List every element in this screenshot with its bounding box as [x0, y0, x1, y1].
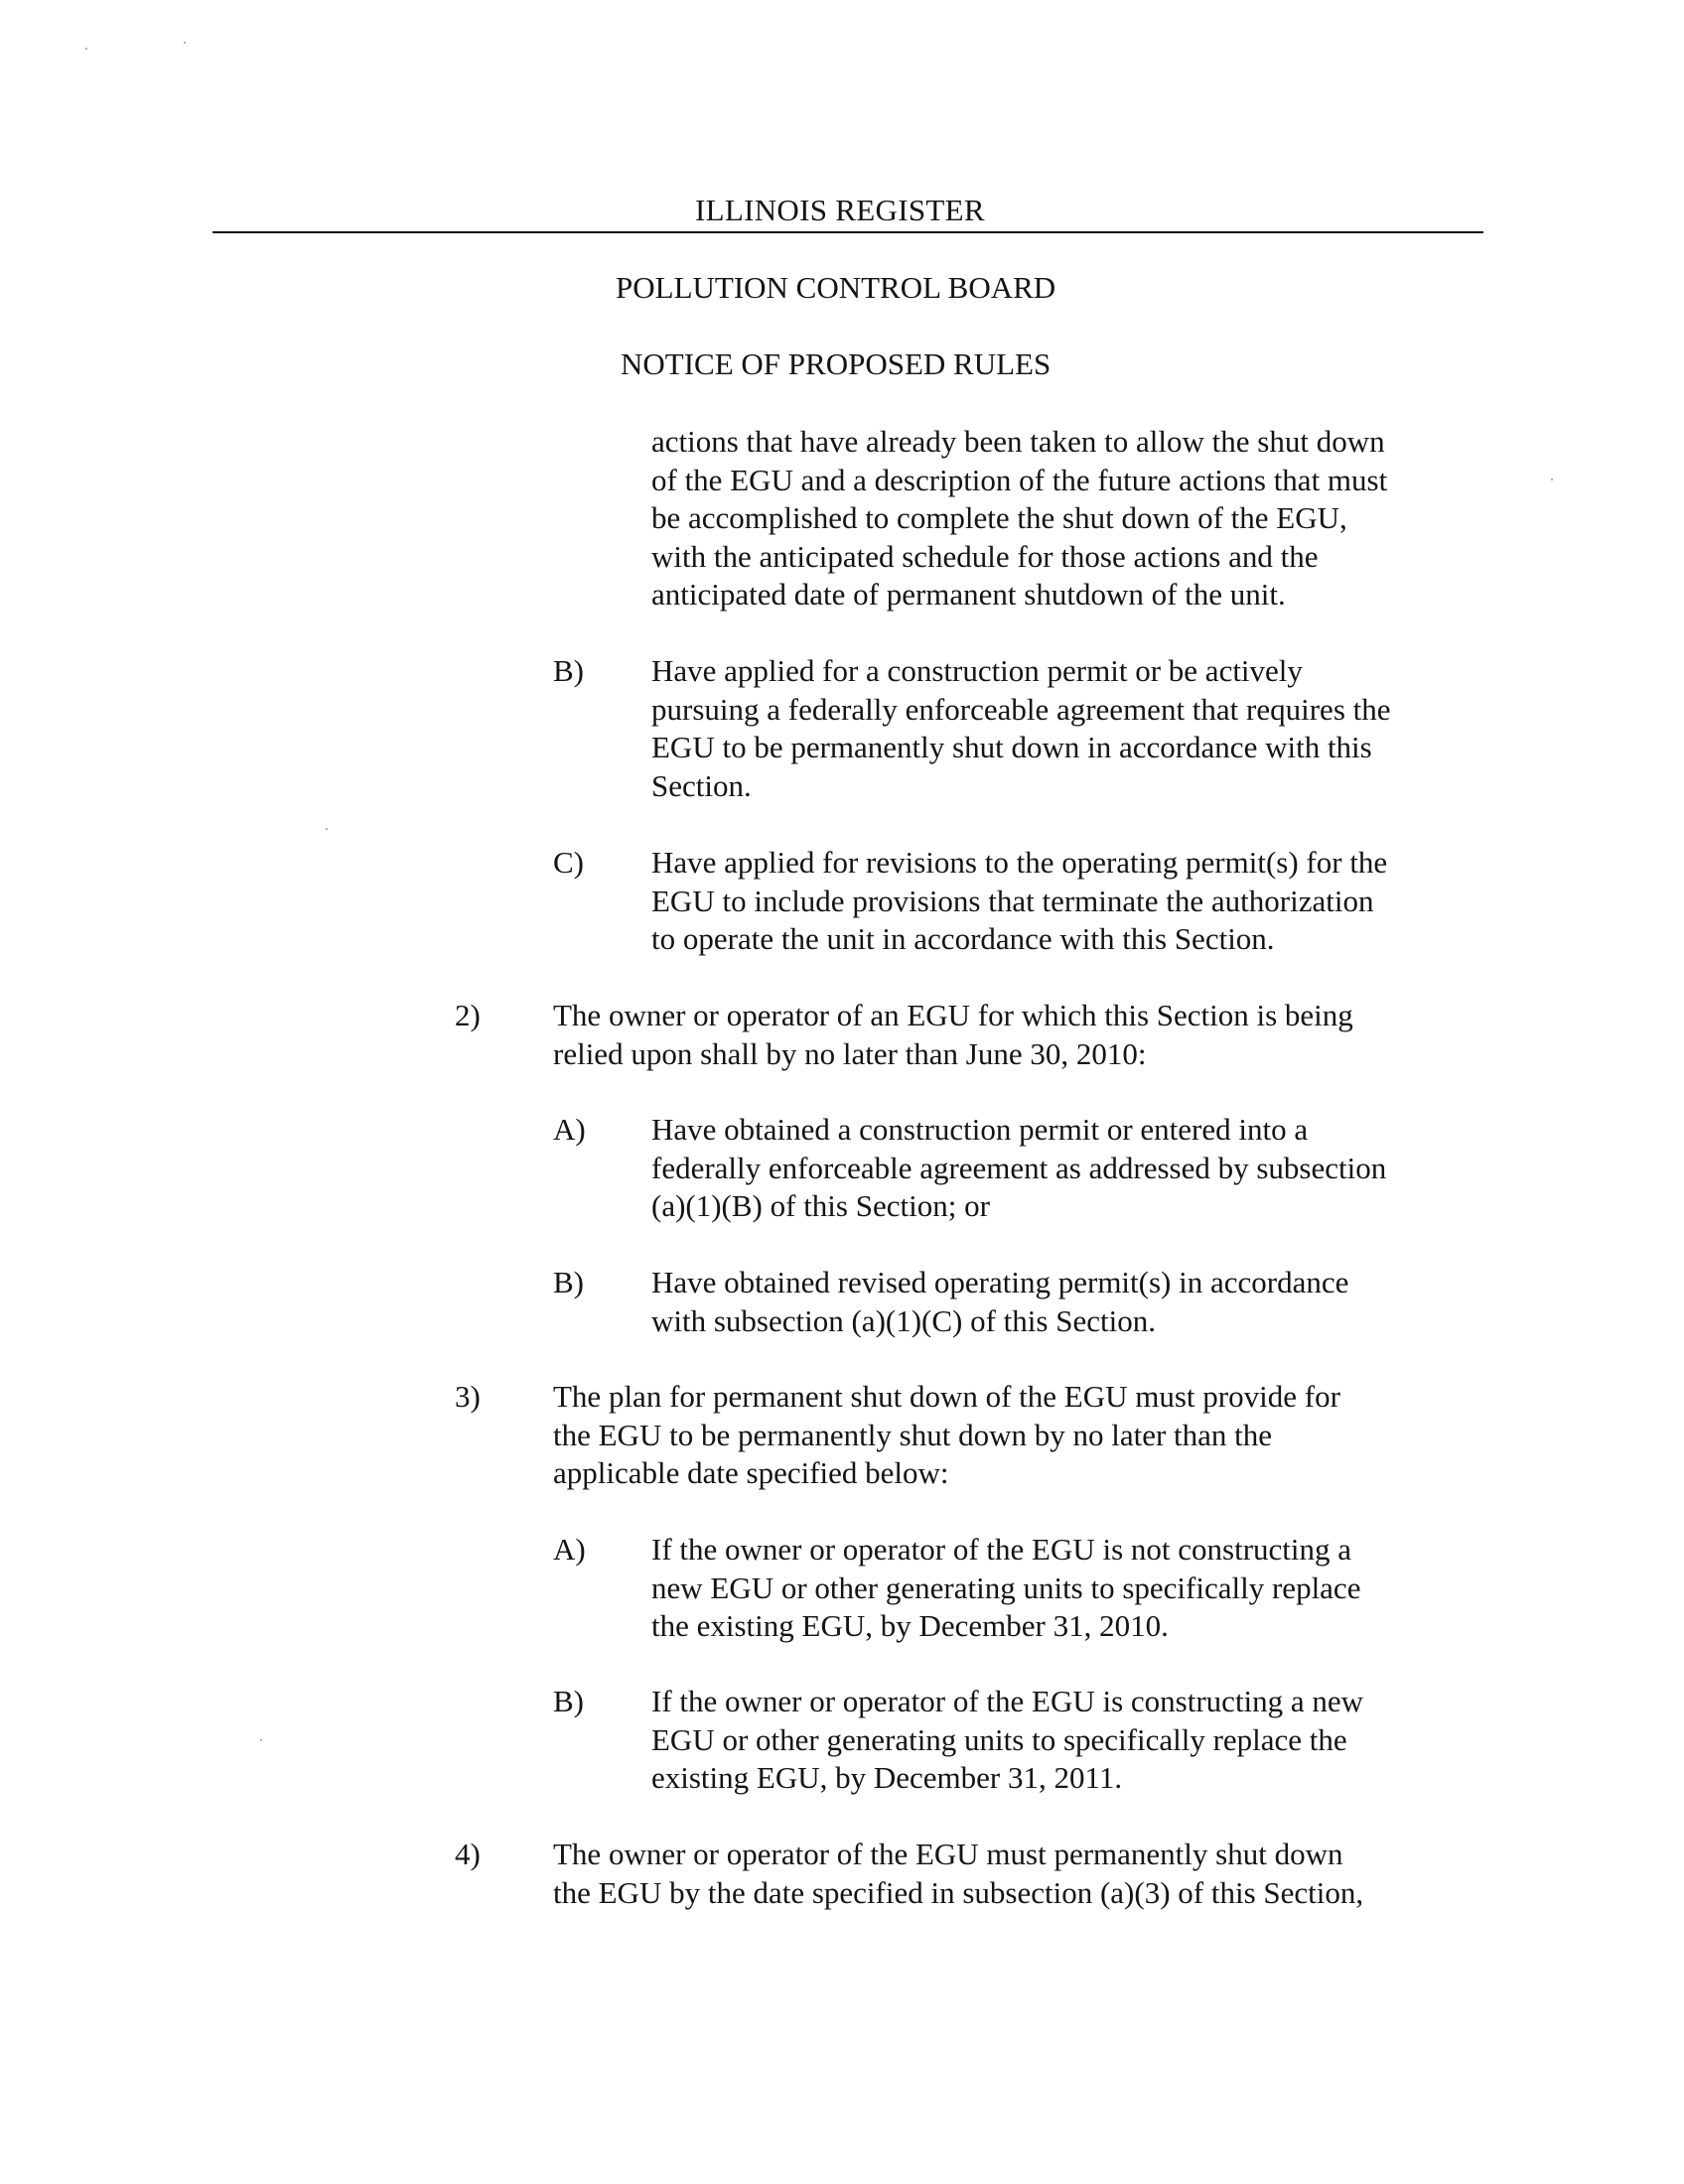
item-label-2b: B)	[553, 1265, 584, 1299]
text-line: EGU to include provisions that terminate the authorization	[651, 883, 1374, 918]
item-label-3a: A)	[553, 1532, 586, 1567]
item-2b-paragraph	[651, 1264, 1348, 1340]
text-line: to operate the unit in accordance with this Section.	[651, 921, 1275, 956]
item-label-2: 2)	[455, 998, 481, 1032]
scan-speck	[326, 828, 328, 830]
text-line: If the owner or operator of the EGU is not constructing a	[651, 1532, 1352, 1567]
item-4-paragraph	[553, 1836, 1363, 1912]
text-line: new EGU or other generating units to specifically replace	[651, 1570, 1361, 1605]
continuation-paragraph	[651, 423, 1387, 614]
scan-speck	[260, 1739, 262, 1741]
text-line: Have applied for revisions to the operating permit(s) for the	[651, 845, 1388, 880]
item-2-paragraph	[553, 997, 1353, 1073]
notice-title: NOTICE OF PROPOSED RULES	[621, 346, 1052, 381]
item-label-3b: B)	[553, 1684, 584, 1718]
header-rule	[212, 231, 1483, 233]
item-3-paragraph	[553, 1378, 1340, 1493]
item-label-2a: A)	[553, 1112, 586, 1147]
text-line: relied upon shall by no later than June 30, 2010:	[553, 1035, 1147, 1071]
text-line: existing EGU, by December 31, 2011.	[651, 1760, 1123, 1795]
item-label-4: 4)	[455, 1837, 481, 1871]
scan-speck	[184, 42, 186, 44]
item-2a-paragraph	[651, 1111, 1386, 1226]
item-3a-paragraph	[651, 1531, 1360, 1646]
text-line: anticipated date of permanent shutdown of the unit.	[651, 577, 1286, 612]
text-line: applicable date specified below:	[553, 1455, 949, 1490]
item-label-3: 3)	[455, 1379, 481, 1414]
text-line: Section.	[651, 767, 752, 803]
text-line: The owner or operator of an EGU for which this Section is being	[553, 998, 1353, 1032]
text-line: the existing EGU, by December 31, 2010.	[651, 1608, 1169, 1643]
text-line: EGU to be permanently shut down in accordance with this	[651, 730, 1372, 764]
item-label-c: C)	[553, 845, 584, 880]
item-label-b: B)	[553, 653, 584, 688]
item-c-paragraph	[651, 844, 1387, 959]
text-line: EGU or other generating units to specifically replace the	[651, 1721, 1347, 1757]
text-line: Have applied for a construction permit or be actively	[651, 653, 1303, 688]
scan-speck	[1551, 478, 1553, 480]
register-title: ILLINOIS REGISTER	[695, 193, 985, 227]
text-line: (a)(1)(B) of this Section; or	[651, 1188, 990, 1223]
scan-speck	[85, 48, 87, 50]
text-line: The owner or operator of the EGU must permanently shut down	[553, 1837, 1343, 1871]
text-line: the EGU by the date specified in subsection (a)(3) of this Section,	[553, 1874, 1364, 1910]
text-line: of the EGU and a description of the future actions that must	[651, 462, 1388, 497]
item-b-paragraph	[651, 652, 1391, 805]
text-line: Have obtained revised operating permit(s) in accordance	[651, 1265, 1349, 1299]
text-line: with the anticipated schedule for those actions and the	[651, 538, 1319, 574]
board-title: POLLUTION CONTROL BOARD	[616, 270, 1056, 305]
text-line: The plan for permanent shut down of the EGU must provide for	[553, 1379, 1340, 1414]
text-line: with subsection (a)(1)(C) of this Section.	[651, 1302, 1156, 1338]
text-line: If the owner or operator of the EGU is constructing a new	[651, 1684, 1364, 1718]
text-line: pursuing a federally enforceable agreement that requires the	[651, 691, 1391, 727]
item-3b-paragraph	[651, 1683, 1363, 1798]
text-line: the EGU to be permanently shut down by no later than the	[553, 1417, 1273, 1452]
text-line: be accomplished to complete the shut down of the EGU,	[651, 500, 1347, 535]
text-line: federally enforceable agreement as addressed by subsection	[651, 1150, 1387, 1185]
text-line: Have obtained a construction permit or entered into a	[651, 1112, 1309, 1147]
text-line: actions that have already been taken to allow the shut down	[651, 424, 1385, 459]
